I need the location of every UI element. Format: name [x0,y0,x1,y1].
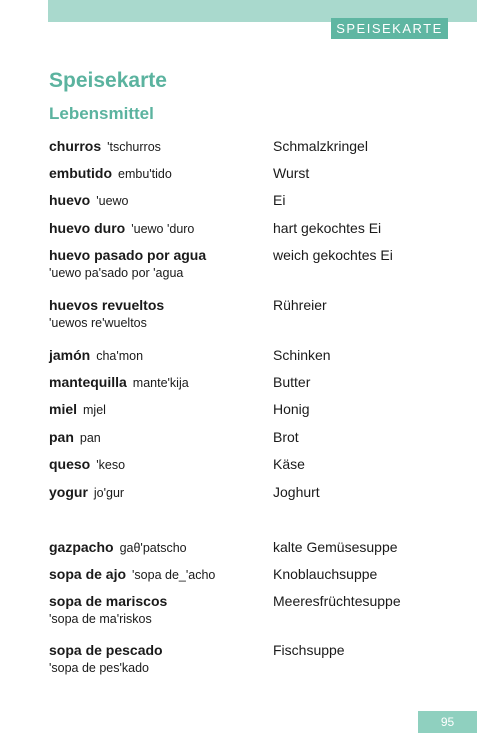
entry-term: churros [49,138,102,154]
entry-translation: Schinken [273,347,331,363]
entry-translation: Käse [273,456,305,472]
entry-translation: Joghurt [273,484,320,500]
entry-term: miel [49,401,78,417]
vocab-entry [49,429,449,447]
entry-pron: cha'mon [96,349,144,363]
vocab-entry [49,593,449,626]
entry-pron: jo'gur [93,486,125,500]
entry-pron: 'uewos re'wueltos [49,316,147,330]
entry-term: sopa de pescado [49,642,163,658]
entry-term: mantequilla [49,374,127,390]
section-tab: SPEISEKARTE [331,18,448,39]
entry-term: sopa de mariscos [49,593,168,609]
entry-term: gazpacho [49,539,114,555]
entry-translation: Wurst [273,165,310,181]
vocab-entry [49,539,449,557]
entry-pron: 'tschurros [107,140,161,154]
entry-translation: Butter [273,374,311,390]
entry-translation: Knoblauchsuppe [273,566,378,582]
entry-pron: mjel [83,403,106,417]
vocab-entry [49,374,449,392]
entry-translation: Schmalzkringel [273,138,368,154]
entry-term: pan [49,429,74,445]
entry-term: huevo duro [49,220,126,236]
vocab-entry [49,456,449,474]
entry-pron: 'uewo [96,194,129,208]
entry-term: queso [49,456,91,472]
entry-translation: Rühreier [273,297,327,313]
entry-term: huevos revueltos [49,297,165,313]
vocab-entry [49,642,449,675]
entry-term: sopa de ajo [49,566,127,582]
page-number: 95 [418,711,477,733]
entry-pron: 'uewo 'duro [131,222,195,236]
entry-translation: Honig [273,401,310,417]
entry-pron: gaθ'patscho [119,541,187,555]
entry-translation: hart gekochtes Ei [273,220,382,236]
entry-pron: 'sopa de_'acho [132,568,216,582]
entry-translation: Brot [273,429,299,445]
entry-pron: embu'tido [118,167,172,181]
vocab-entry [49,566,449,584]
entry-pron: 'sopa de pes'kado [49,661,149,675]
vocab-entry [49,247,449,280]
entry-translation: Ei [273,192,286,208]
vocab-entry [49,484,449,502]
entry-term: huevo [49,192,91,208]
entry-pron: pan [79,431,101,445]
vocab-entry [49,165,449,183]
page-title: Speisekarte [49,69,167,92]
entry-pron: 'keso [96,458,126,472]
entry-translation: kalte Gemüsesuppe [273,539,398,555]
section-title: Lebensmittel [49,104,154,123]
vocab-entry [49,401,449,419]
entry-translation: weich gekochtes Ei [273,247,393,263]
entry-translation: Meeresfrüchtesuppe [273,593,401,609]
entry-translation: Fischsuppe [273,642,345,658]
vocab-entry [49,347,449,365]
vocab-entry [49,138,449,156]
entry-term: jamón [49,347,91,363]
vocab-entry [49,220,449,238]
entry-pron: 'sopa de ma'riskos [49,612,152,626]
vocab-entry [49,192,449,210]
entry-pron: 'uewo pa'sado por 'agua [49,266,184,280]
entry-pron: mante'kija [132,376,189,390]
vocab-entry [49,297,449,330]
entry-term: embutido [49,165,112,181]
entry-term: yogur [49,484,88,500]
entry-term: huevo pasado por agua [49,247,207,263]
